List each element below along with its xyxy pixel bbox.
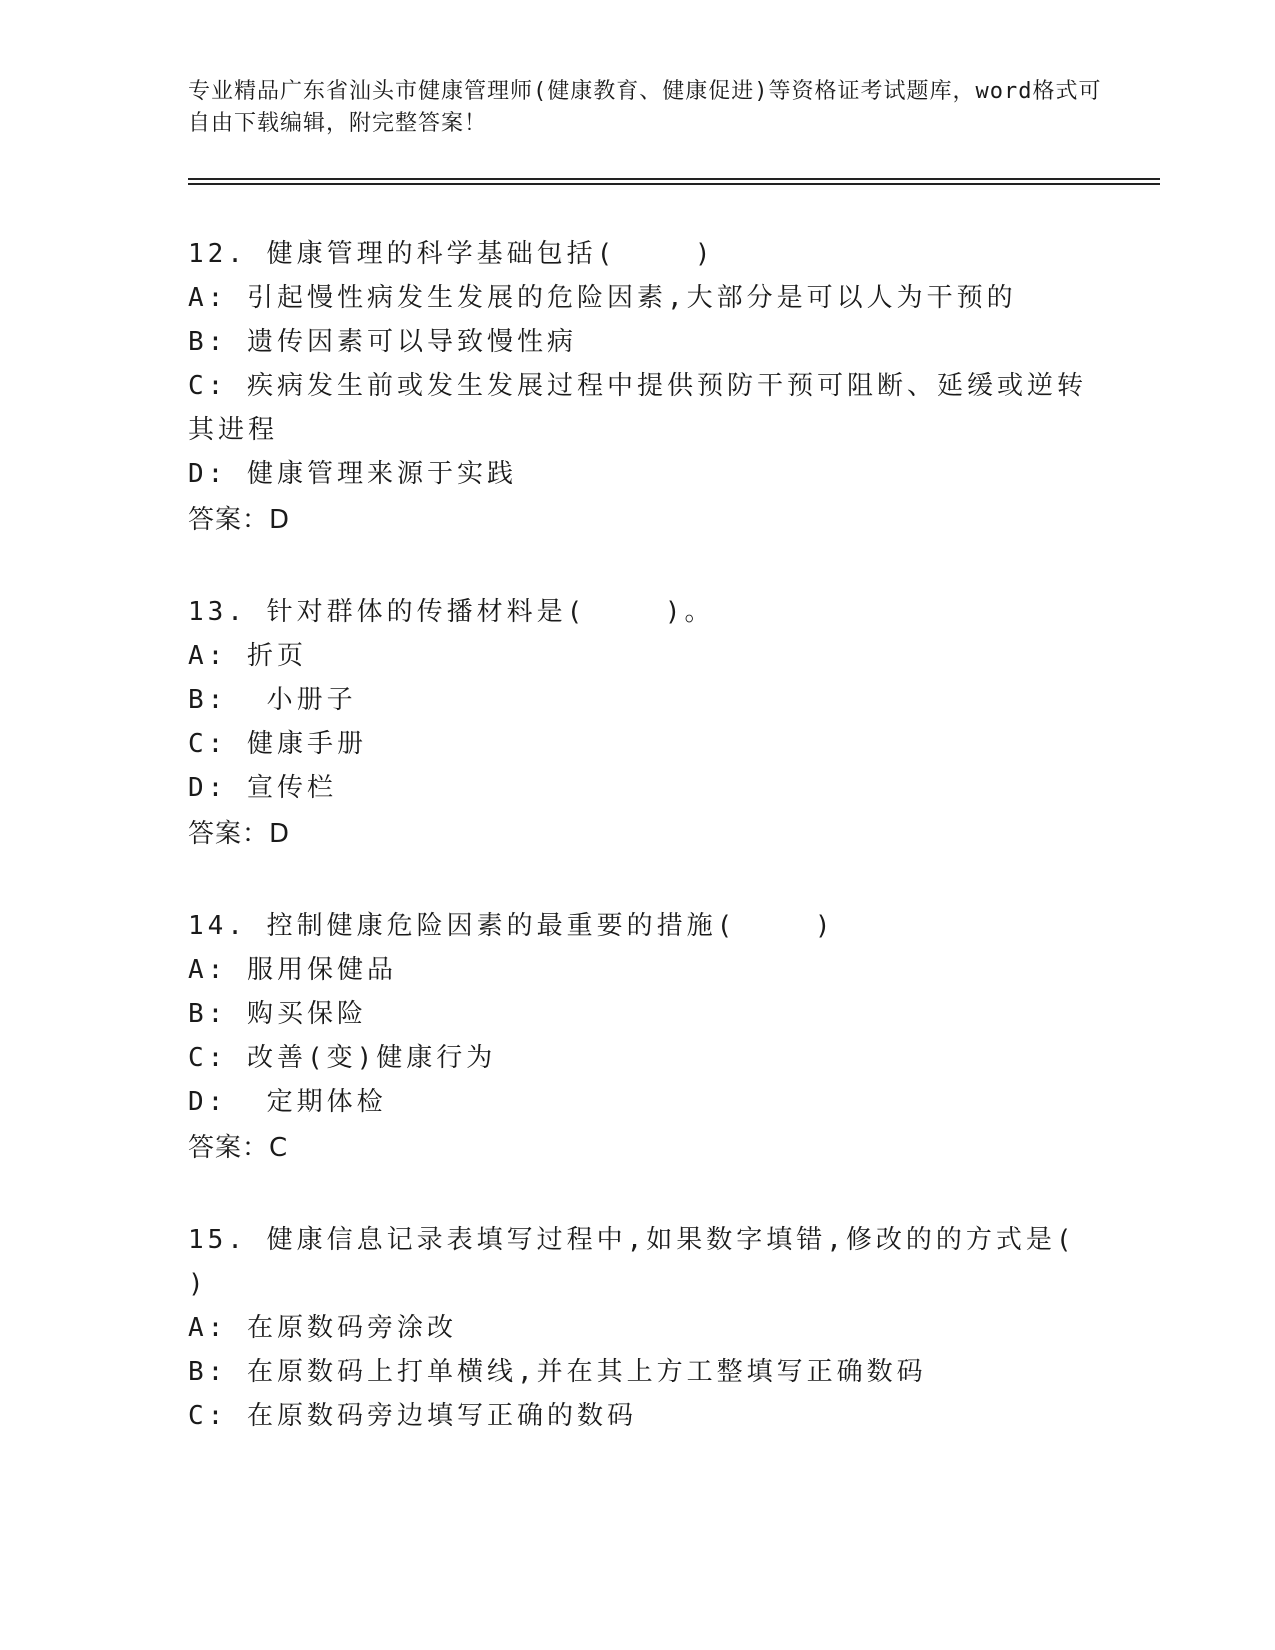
option-c: C: 改善(变)健康行为 [188, 1043, 497, 1073]
answer-label: 答案：D [188, 505, 291, 535]
option-d: D: 宣传栏 [188, 773, 337, 803]
question-12 [188, 232, 1088, 544]
option-b: B: 购买保险 [188, 999, 367, 1029]
header-rule-top [188, 178, 1160, 180]
option-a: A: 引起慢性病发生发展的危险因素,大部分是可以人为干预的 [188, 283, 1017, 313]
option-c: C: 健康手册 [188, 729, 367, 759]
option-b: B: 在原数码上打单横线,并在其上方工整填写正确数码 [188, 1357, 927, 1387]
question-list [188, 232, 1155, 1484]
header-rule-bottom [188, 183, 1160, 185]
answer-label: 答案：D [188, 819, 291, 849]
option-a: A: 折页 [188, 641, 307, 671]
question-stem: 12. 健康管理的科学基础包括( ) [188, 239, 715, 269]
option-a: A: 服用保健品 [188, 955, 397, 985]
question-stem: 15. 健康信息记录表填写过程中,如果数字填错,修改的的方式是( ) [188, 1225, 1155, 1299]
option-c: C: 在原数码旁边填写正确的数码 [188, 1401, 637, 1431]
question-13 [188, 590, 1088, 858]
document-intro: 专业精品广东省汕头市健康管理师(健康教育、健康促进)等资格证考试题库，word格式可自由下载编辑，附完整答案！ [188, 79, 1102, 136]
option-d: D: 定期体检 [188, 1087, 387, 1117]
question-14 [188, 904, 1088, 1172]
option-d: D: 健康管理来源于实践 [188, 459, 517, 489]
question-15 [188, 1218, 1155, 1438]
option-a: A: 在原数码旁涂改 [188, 1313, 457, 1343]
option-b: B: 遗传因素可以导致慢性病 [188, 327, 577, 357]
question-stem: 13. 针对群体的传播材料是( )。 [188, 597, 715, 627]
question-stem: 14. 控制健康危险因素的最重要的措施( ) [188, 911, 835, 941]
option-c: C: 疾病发生前或发生发展过程中提供预防干预可阻断、延缓或逆转其进程 [188, 371, 1087, 445]
option-b: B: 小册子 [188, 685, 357, 715]
answer-label: 答案：C [188, 1133, 289, 1163]
